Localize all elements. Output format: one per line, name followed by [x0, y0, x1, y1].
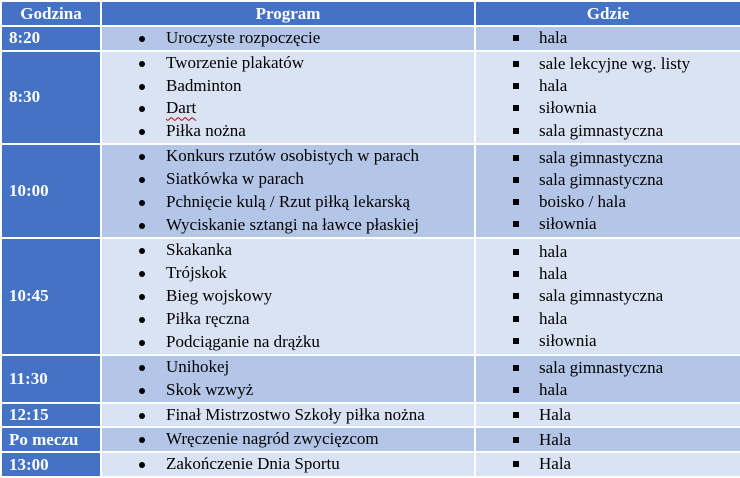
place-item: hala	[476, 379, 740, 401]
program-item-label: Badminton	[166, 75, 242, 95]
program-list	[102, 453, 474, 476]
place-list	[476, 147, 740, 236]
time-cell: 8:20	[1, 26, 101, 51]
program-cell	[101, 144, 475, 238]
program-item-label: Finał Mistrzostwo Szkoły piłka nożna	[166, 404, 425, 424]
program-item	[102, 285, 474, 308]
time-cell: 13:00	[1, 452, 101, 477]
program-item	[102, 379, 474, 402]
program-item-label: Zakończenie Dnia Sportu	[166, 454, 340, 474]
program-item	[102, 428, 474, 451]
place-cell	[475, 403, 740, 428]
program-item	[102, 145, 474, 168]
place-list	[476, 453, 740, 475]
header-row	[1, 1, 740, 26]
program-cell	[101, 427, 475, 452]
program-item-label: Dart	[166, 98, 197, 118]
program-cell	[101, 403, 475, 428]
place-item: sala gimnastyczna	[476, 285, 740, 307]
place-item: siłownia	[476, 97, 740, 119]
place-cell	[475, 427, 740, 452]
program-list	[102, 404, 474, 427]
program-list	[102, 428, 474, 451]
program-item-label: Konkurs rzutów osobistych w parach	[166, 146, 420, 166]
place-item: siłownia	[476, 213, 740, 235]
place-item: hala	[476, 263, 740, 285]
program-item-label: Piłka nożna	[166, 121, 246, 141]
place-item: Hala	[476, 429, 740, 451]
program-item	[102, 52, 474, 75]
time-cell: 11:30	[1, 355, 101, 403]
program-item-label: Pchnięcie kulą / Rzut piłką lekarską	[166, 191, 411, 211]
program-cell	[101, 26, 475, 51]
place-item: hala	[476, 75, 740, 97]
program-list	[102, 239, 474, 353]
header-program: Program	[101, 1, 475, 26]
program-item	[102, 168, 474, 191]
program-item-label: Bieg wojskowy	[166, 286, 273, 306]
place-list	[476, 27, 740, 49]
schedule-row	[1, 51, 740, 144]
place-list	[476, 429, 740, 451]
program-item-label: Skok wzwyż	[166, 379, 254, 399]
place-item: hala	[476, 27, 740, 49]
place-cell	[475, 26, 740, 51]
header-time: Godzina	[1, 1, 101, 26]
place-item: sala gimnastyczna	[476, 120, 740, 142]
program-item	[102, 214, 474, 237]
place-item: Hala	[476, 453, 740, 475]
header-place: Gdzie	[475, 1, 740, 26]
program-item	[102, 191, 474, 214]
program-item	[102, 120, 474, 143]
program-item-label: Siatkówka w parach	[166, 169, 304, 189]
program-list	[102, 145, 474, 236]
program-cell	[101, 452, 475, 477]
place-item: hala	[476, 308, 740, 330]
time-cell: 10:00	[1, 144, 101, 238]
time-cell: 8:30	[1, 51, 101, 144]
program-list	[102, 52, 474, 143]
program-item	[102, 331, 474, 354]
program-item-label: Tworzenie plakatów	[166, 52, 305, 72]
program-item-label: Trójskok	[166, 263, 227, 283]
program-list	[102, 27, 474, 50]
program-item	[102, 356, 474, 379]
place-cell	[475, 238, 740, 355]
time-cell: 12:15	[1, 403, 101, 428]
program-list	[102, 356, 474, 402]
place-item: sala gimnastyczna	[476, 147, 740, 169]
schedule-row	[1, 452, 740, 477]
place-cell	[475, 51, 740, 144]
program-item-label: Skakanka	[166, 240, 233, 260]
program-cell	[101, 51, 475, 144]
place-item: boisko / hala	[476, 191, 740, 213]
schedule-row	[1, 427, 740, 452]
schedule-row	[1, 144, 740, 238]
program-item	[102, 75, 474, 98]
program-item	[102, 97, 474, 120]
schedule-row	[1, 26, 740, 51]
program-item	[102, 27, 474, 50]
program-item-label: Wyciskanie sztangi na ławce płaskiej	[166, 214, 419, 234]
place-item: Hala	[476, 404, 740, 426]
place-list	[476, 53, 740, 142]
place-list	[476, 241, 740, 352]
program-item	[102, 453, 474, 476]
time-cell: Po meczu	[1, 427, 101, 452]
program-item	[102, 239, 474, 262]
program-item-label: Wręczenie nagród zwycięzcom	[166, 429, 379, 449]
program-item	[102, 404, 474, 427]
schedule-row	[1, 355, 740, 403]
schedule-row	[1, 403, 740, 428]
place-item: siłownia	[476, 330, 740, 352]
place-item: hala	[476, 241, 740, 263]
program-item	[102, 308, 474, 331]
program-item-label: Piłka ręczna	[166, 308, 250, 328]
program-item	[102, 262, 474, 285]
program-item-label: Podciąganie na drążku	[166, 331, 320, 351]
program-item-label: Uroczyste rozpoczęcie	[166, 28, 321, 47]
place-list	[476, 357, 740, 401]
place-cell	[475, 355, 740, 403]
time-cell: 10:45	[1, 238, 101, 355]
place-cell	[475, 144, 740, 238]
program-cell	[101, 238, 475, 355]
place-cell	[475, 452, 740, 477]
place-item: sale lekcyjne wg. listy	[476, 53, 740, 75]
program-cell	[101, 355, 475, 403]
place-item: sala gimnastyczna	[476, 357, 740, 379]
program-item-label: Unihokej	[166, 356, 230, 376]
schedule-row	[1, 238, 740, 355]
place-list	[476, 404, 740, 426]
place-item: sala gimnastyczna	[476, 169, 740, 191]
